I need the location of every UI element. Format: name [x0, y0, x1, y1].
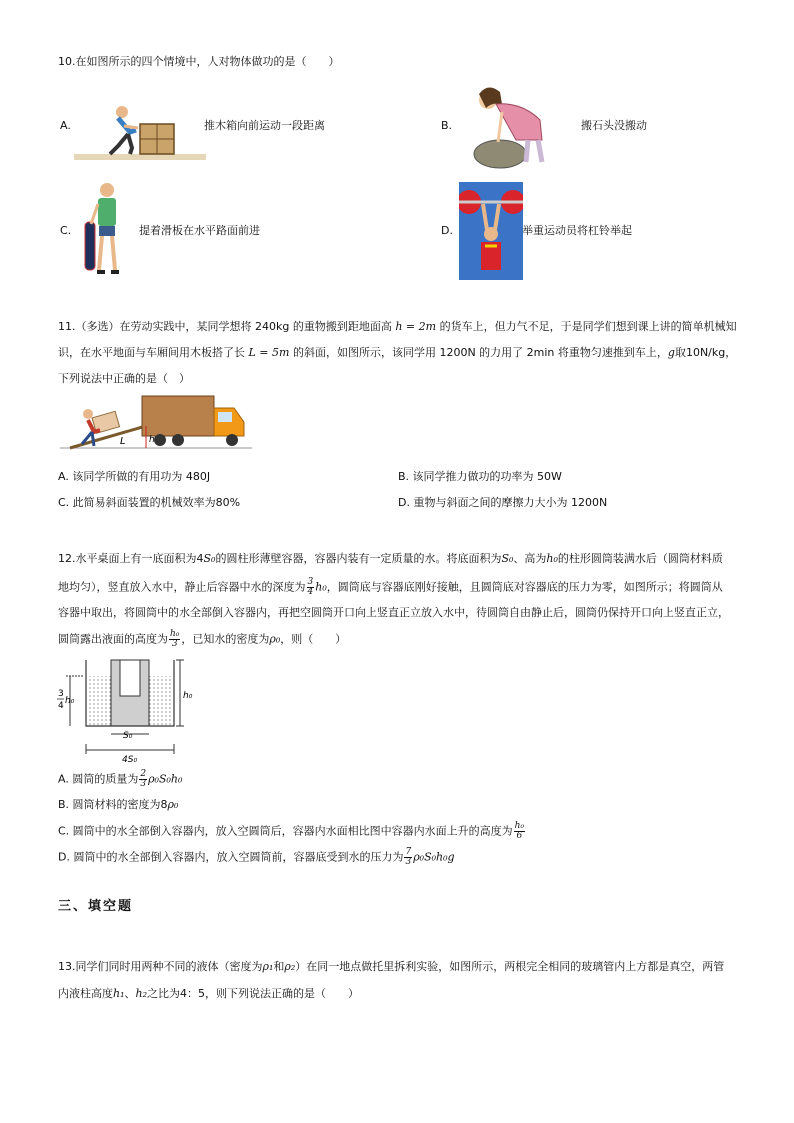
lift-stone-image — [462, 82, 554, 170]
q10-option-d-text: 举重运动员将杠铃举起 — [522, 224, 632, 237]
cylinder-container-diagram — [56, 654, 196, 766]
carry-skateboard-image — [83, 180, 127, 280]
q11-option-a: A. 该同学所做的有用功为 480J — [58, 470, 211, 483]
q13-line1: 13.同学们同时用两种不同的液体（密度为ρ₁和ρ₂）在同一地点做托里拆利实验，如图所示，两根完全相同的玻璃管内上方都是真空，两管 — [58, 960, 725, 973]
depth-frac-num: 3 — [58, 689, 64, 699]
q11-option-d: D. 重物与斜面之间的摩擦力大小为 1200N — [398, 496, 608, 509]
q10-stem: 10.在如图所示的四个情境中，人对物体做功的是（ ） — [58, 55, 340, 68]
q12-option-d: D. 圆筒中的水全部倒入容器内，放入空圆筒前，容器底受到水的压力为 $\frac{7}{3}$ ρ₀S₀h₀g — [58, 847, 455, 867]
q10-option-b-text: 搬石头没搬动 — [581, 119, 647, 132]
q12-option-c: C. 圆筒中的水全部倒入容器内，放入空圆筒后，容器内水面相比图中容器内水面上升的高度为 $\frac{\text{h₀}}{6}$ — [58, 821, 525, 841]
q10-option-c-letter: C. — [60, 224, 72, 237]
q11-line3: 下列说法中正确的是（ ） — [58, 372, 190, 385]
q12-line1: 12.水平桌面上有一底面积为4S₀的圆柱形薄壁容器，容器内装有一定质量的水。将底面积为S₀、高为h₀的柱形圆筒装满水后（圆筒材料质 — [58, 552, 723, 565]
q12-line3: 容器中取出，将圆筒中的水全部倒入容器内，再把空圆筒开口向上竖直正立放入水中，待圆筒自由静止后，圆筒仍保持开口向上竖直正立， — [58, 606, 729, 619]
ramp-truck-image — [60, 390, 252, 452]
depth-frac-den: 4 — [58, 701, 64, 711]
weightlifter-image — [459, 182, 523, 280]
q10-option-a-text: 推木箱向前运动一段距离 — [204, 119, 325, 132]
q10-option-d-letter: D. — [441, 224, 453, 237]
s0-label: S₀ — [123, 731, 133, 741]
q13-line2: 内液柱高度h₁、h₂之比为4：5，则下列说法正确的是（ ） — [58, 987, 359, 1000]
q11-option-c: C. 此简易斜面装置的机械效率为80% — [58, 496, 241, 509]
q11-line1: 11.（多选）在劳动实践中，某同学想将 240kg 的重物搬到距地面高 h = 2m 的货车上，但力气不足，于是同学们想到课上讲的简单机械知 — [58, 320, 737, 333]
ramp-height-label: h — [149, 435, 155, 445]
4s0-label: 4S₀ — [122, 755, 138, 765]
q12-option-b: B. 圆筒材料的密度为8ρ₀ — [58, 798, 179, 811]
q12-line4: 圆筒露出液面的高度为 $\frac{\text{h₀}}{3}$ ，已知水的密度为ρ₀，则（ ） — [58, 629, 347, 649]
q11-line2: 识，在水平地面与车厢间用木板搭了长 L = 5m 的斜面，如图所示，该同学用 1200N 的力用了 2min 将重物匀速推到车上，g取10N/kg， — [58, 346, 737, 359]
section-title-fill-blank: 三、填空题 — [58, 899, 134, 914]
q10-option-b-letter: B. — [441, 119, 453, 132]
push-box-image — [74, 98, 206, 164]
q11-option-b: B. 该同学推力做功的功率为 50W — [398, 470, 562, 483]
q10-option-a-letter: A. — [60, 119, 71, 132]
q12-line2: 地均匀），竖直放入水中，静止后容器中水的深度为 $\frac{3}{4}$ h₀，圆筒底与容器底刚好接触，且圆筒底对容器底的压力为零，如图所示；将圆筒从 — [58, 577, 723, 597]
ramp-length-label: L — [120, 436, 126, 447]
height-h0-label: h₀ — [183, 691, 193, 701]
q10-option-c-text: 提着滑板在水平路面前进 — [139, 224, 260, 237]
q12-option-a: A. 圆筒的质量为 $\frac{2}{3}$ ρ₀S₀h₀ — [58, 769, 183, 789]
depth-h0-label: h₀ — [65, 696, 75, 706]
